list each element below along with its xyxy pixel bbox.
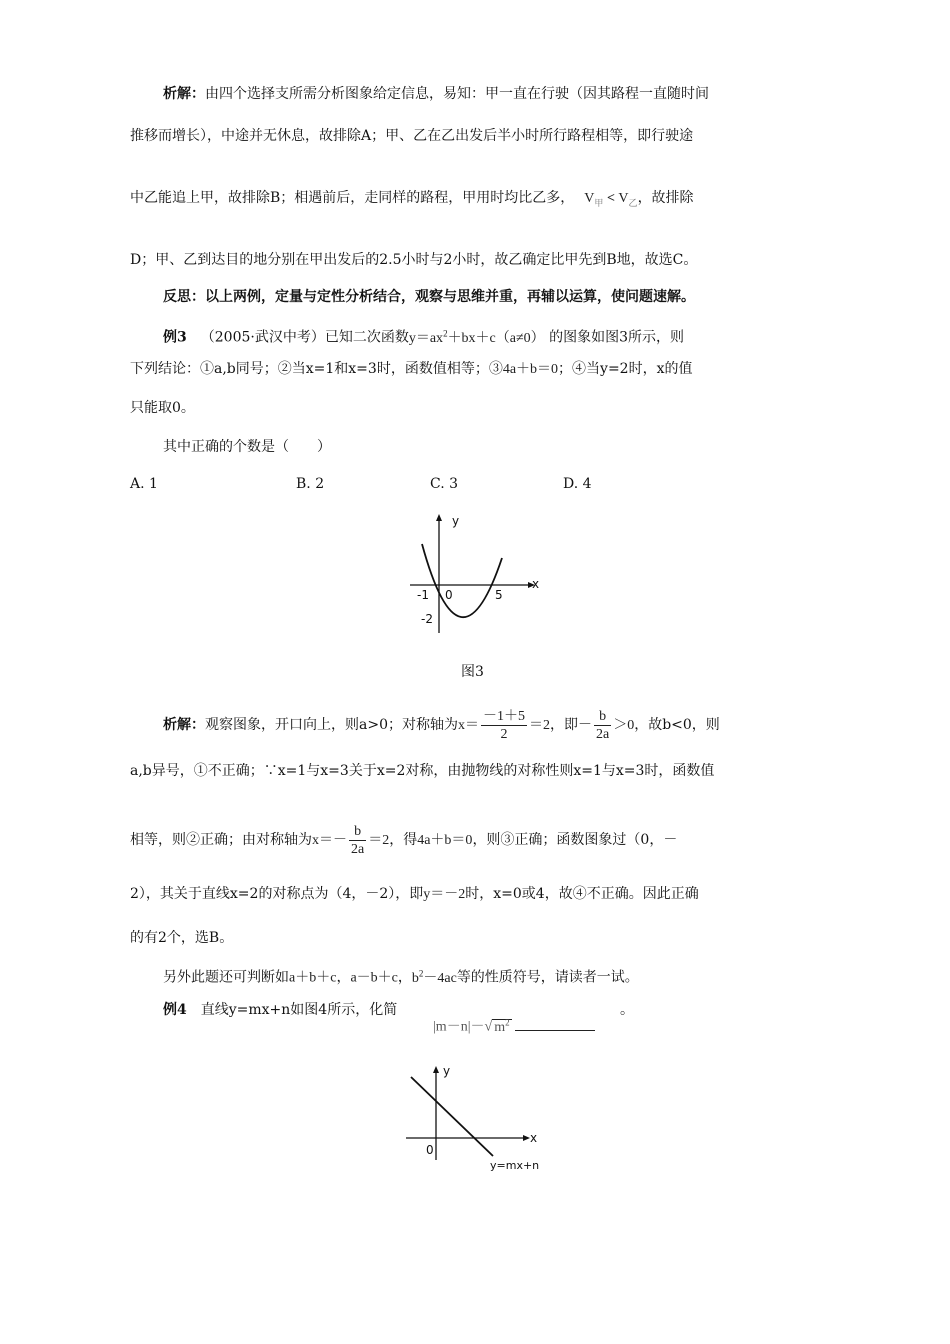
- fig3-x-label: x: [532, 577, 540, 591]
- ex4-sqrt-in: m: [494, 1019, 506, 1035]
- eq3: ＝2: [368, 833, 390, 848]
- para1-text3b: ，故排除: [637, 190, 694, 206]
- frac1-den: 2: [500, 727, 508, 743]
- ex4-text: 直线y=mx+n如图4所示，化简: [200, 1002, 398, 1018]
- fig3-tick-neg2: -2: [421, 612, 433, 626]
- fig4-y-label: y: [443, 1064, 451, 1078]
- b-over-2a: [592, 709, 635, 743]
- sqrt-icon: √: [484, 1019, 493, 1035]
- ex3-line3: 只能取0。: [130, 400, 195, 416]
- analysis3-text3a: 相等，则②正确；由对称轴为: [130, 832, 312, 848]
- option-b: B. 2: [296, 476, 325, 492]
- fraction-axis-2: [349, 823, 366, 858]
- v-jia: V: [584, 191, 595, 206]
- x-eq: x＝: [457, 718, 479, 733]
- axis-formula-2: [312, 824, 390, 858]
- fig4-line-label: y=mx+n: [490, 1159, 540, 1172]
- answer-blank[interactable]: [515, 1018, 595, 1031]
- extra-sep2: ，: [397, 969, 412, 986]
- fig4-x-label: x: [530, 1131, 538, 1145]
- extra-expr3: [411, 968, 457, 986]
- ex3-line1: [163, 323, 684, 349]
- analysis3-text4a: 2），其关于直线x=2的对称点为（4，－2），即: [130, 886, 424, 902]
- fig4-x-arrow-icon: [523, 1135, 530, 1141]
- ex4-abs: |m－n|－: [433, 1019, 485, 1035]
- ex4-sqrt-sup: 2: [505, 1017, 510, 1027]
- frac1-num: －1＋5: [482, 709, 525, 725]
- fraction-b-2a: [594, 708, 611, 743]
- extra-line: [163, 963, 639, 989]
- y-eq: y＝－2: [423, 887, 466, 902]
- ex4-expression: [433, 1012, 595, 1038]
- frac2-num: b: [594, 708, 611, 726]
- ex4-label: 例4: [163, 1002, 187, 1018]
- analysis3-line4: [130, 884, 699, 905]
- fig3-y-label: y: [452, 514, 460, 528]
- extra-pre: 另外此题还可判断如: [163, 969, 289, 986]
- ex3-text2b: ；④当y=2时，x的值: [558, 361, 693, 377]
- extra-post: 等的性质符号，请读者一试。: [456, 969, 639, 986]
- analysis3-label: 析解：: [163, 717, 205, 733]
- ex3-text1a: （2005·武汉中考）已知二次函数: [200, 329, 409, 346]
- reflection: 反思：以上两例，定量与定性分析结合，观察与思维并重，再辅以运算，使问题速解。: [163, 289, 695, 305]
- para1-line4: D；甲、乙到达目的地分别在甲出发后的2.5小时与2小时，故乙确定比甲先到B地，故选C。: [130, 252, 698, 268]
- analysis3-line5: 的有2个，选B。: [130, 930, 234, 946]
- func-sup: 2: [443, 328, 448, 338]
- para1-line3: [130, 188, 694, 213]
- analysis3-line1: [163, 705, 720, 746]
- analysis3-text1a: 观察图象，开口向上，则a>0；对称轴为: [205, 717, 458, 733]
- figure4-line-graph: [400, 1060, 550, 1175]
- func-pre: y＝ax: [408, 330, 444, 346]
- extra-expr2: a－b＋c: [350, 970, 398, 986]
- para1-text3a: 中乙能追上甲，故排除B；相遇前后，走同样的路程，甲用时均比乙多，: [130, 190, 575, 206]
- ex4-line: [163, 1000, 397, 1020]
- para1-label: 析解：: [163, 86, 205, 102]
- analysis3-text1c: ，故b<0，则: [634, 717, 720, 733]
- analysis3-text3c: ，则③正确；函数图象过（0，－: [472, 832, 678, 848]
- extra-expr3-post: －4ac: [423, 970, 457, 986]
- fraction-axis: [481, 708, 527, 743]
- fig3-tick-0: 0: [445, 588, 453, 602]
- eq4: 4a＋b＝0: [417, 833, 473, 848]
- ex4-sqrt-body: [492, 1019, 511, 1035]
- func-post: ＋bx＋c（a≠0）: [447, 330, 545, 346]
- ex3-eq: 4a＋b＝0: [502, 362, 559, 377]
- ex4-end: 。: [620, 1002, 634, 1018]
- analysis3-text4b: 时，x=0或4，故④不正确。因此正确: [465, 886, 699, 902]
- ex3-text1b: 的图象如图3所示，则: [549, 329, 685, 346]
- frac2-den: 2a: [595, 727, 610, 743]
- sub-yi: 乙: [628, 197, 638, 208]
- fig4-line: [411, 1077, 493, 1156]
- ex3-question: 其中正确的个数是（ ）: [163, 439, 331, 455]
- figure3-caption: 图3: [461, 664, 484, 680]
- analysis3-text3b: ，得: [389, 832, 418, 848]
- less-than: <: [606, 191, 615, 206]
- v-yi: V: [618, 191, 629, 206]
- analysis3-line3: [130, 820, 677, 861]
- analysis3-line2: a,b异号，①不正确；∵x=1与x=3关于x=2对称，由抛物线的对称性则x=1与x=3时，函数值: [130, 763, 715, 779]
- fig4-y-arrow-icon: [433, 1066, 439, 1073]
- option-d: D. 4: [563, 476, 592, 492]
- fig4-origin: 0: [426, 1143, 434, 1157]
- para1-line2: 推移而增长），中途并无休息，故排除A；甲、乙在乙出发后半小时所行路程相等，即行驶途: [130, 128, 694, 144]
- eq2: ＝2: [528, 718, 550, 733]
- ex3-function: [408, 328, 545, 346]
- fig3-parabola-curve: [422, 544, 502, 617]
- analysis3-text1b: ，即－: [549, 717, 592, 733]
- option-c: C. 3: [430, 476, 459, 492]
- extra-sep1: ，: [336, 969, 351, 986]
- ex3-label: 例3: [163, 329, 187, 346]
- ex3-line2: [130, 359, 693, 380]
- frac3-den: 2a: [351, 842, 365, 858]
- extra-expr3-sup: 2: [418, 968, 424, 978]
- para1-line1: [163, 84, 709, 104]
- fig3-y-arrow-icon: [436, 514, 442, 521]
- para1-text1: 由四个选择支所需分析图象给定信息，易知：甲一直在行驶（因其路程一直随时间: [205, 86, 709, 102]
- figure3-parabola-graph: [405, 508, 545, 638]
- x-eq2: x＝－: [312, 833, 347, 848]
- extra-expr1: a＋b＋c: [289, 970, 337, 986]
- fig3-tick-5: 5: [495, 588, 503, 602]
- ex3-text2a: 下列结论：①a,b同号；②当x=1和x=3时，函数值相等；③: [130, 361, 503, 377]
- option-a: A. 1: [130, 476, 158, 492]
- frac3-num: b: [349, 823, 366, 841]
- extra-expr3-pre: b: [411, 970, 419, 986]
- sub-jia: 甲: [594, 197, 604, 208]
- v-jia-expr: [584, 191, 637, 206]
- gt-zero: ＞0: [613, 718, 635, 733]
- fig3-tick-neg1: -1: [417, 588, 429, 602]
- axis-formula: [457, 709, 550, 743]
